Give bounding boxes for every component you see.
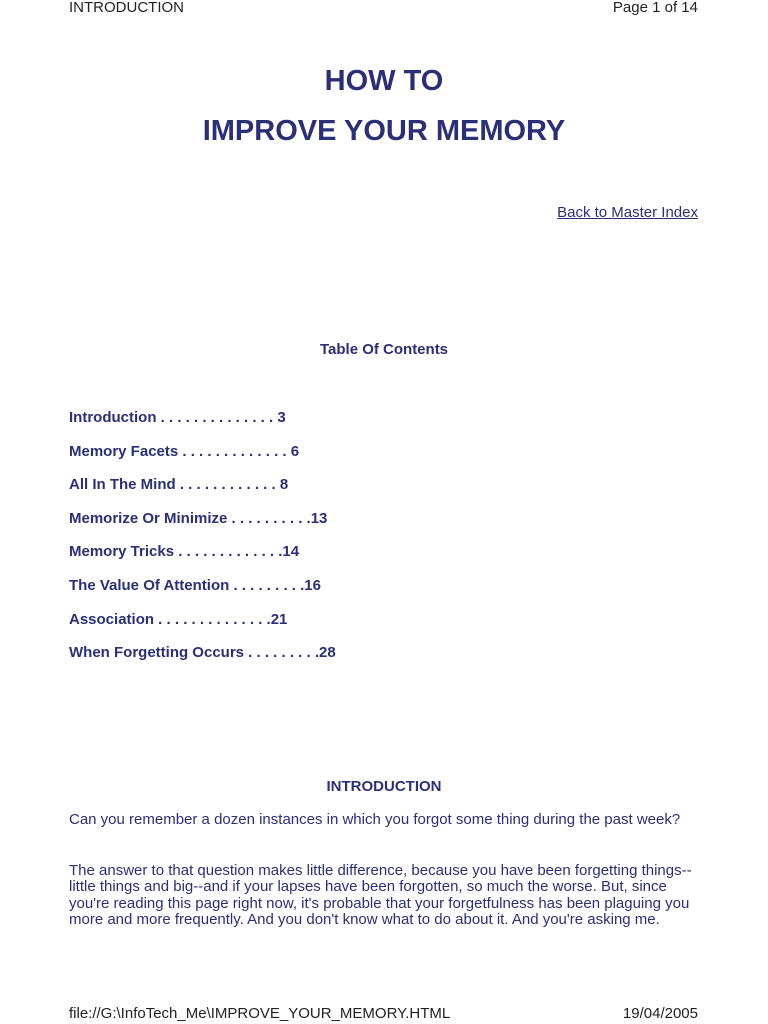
back-to-master-index-link[interactable]: Back to Master Index [557,204,698,221]
header-page-number: Page 1 of 14 [612,0,698,16]
header-section-label: INTRODUCTION [69,0,184,16]
toc-item-introduction[interactable]: Introduction . . . . . . . . . . . . . . 3 [69,409,286,426]
page-title-line-2: IMPROVE YOUR MEMORY [202,115,566,147]
footer-date: 19/04/2005 [622,1005,698,1022]
page-title-line-1: HOW TO [324,65,444,97]
toc-item-memorize-or-minimize[interactable]: Memorize Or Minimize . . . . . . . . . .13 [69,509,328,527]
toc-item-memory-facets[interactable]: Memory Facets . . . . . . . . . . . . . 6 [69,442,300,460]
introduction-paragraph: Can you remember a dozen instances in which you forgot some thing during the past week? [69,811,681,828]
introduction-paragraph: The answer to that question makes little difference, because you have been forgetting things--little things and big--and if your lapses have been forgotten, so much the worse. But, since you're reading this page right now, it's probable that your forgetfulness has been plaguing you more and more frequently. And you don't know what to do about it. And you're asking me. [69,862,692,928]
toc-item-value-of-attention[interactable]: The Value Of Attention . . . . . . . . .16 [69,576,321,594]
toc-item-memory-tricks[interactable]: Memory Tricks . . . . . . . . . . . . .14 [69,543,300,561]
toc-item-association[interactable]: Association . . . . . . . . . . . . . .21 [69,610,288,628]
toc-item-all-in-the-mind[interactable]: All In The Mind . . . . . . . . . . . . 8 [69,476,289,494]
toc-list [69,409,336,678]
toc-item-when-forgetting-occurs[interactable]: When Forgetting Occurs . . . . . . . . .28 [69,644,336,662]
toc-heading: Table Of Contents [319,341,449,358]
introduction-heading: INTRODUCTION [326,778,442,795]
footer-file-path: file://G:\InfoTech_Me\IMPROVE_YOUR_MEMORY.HTML [69,1005,451,1022]
